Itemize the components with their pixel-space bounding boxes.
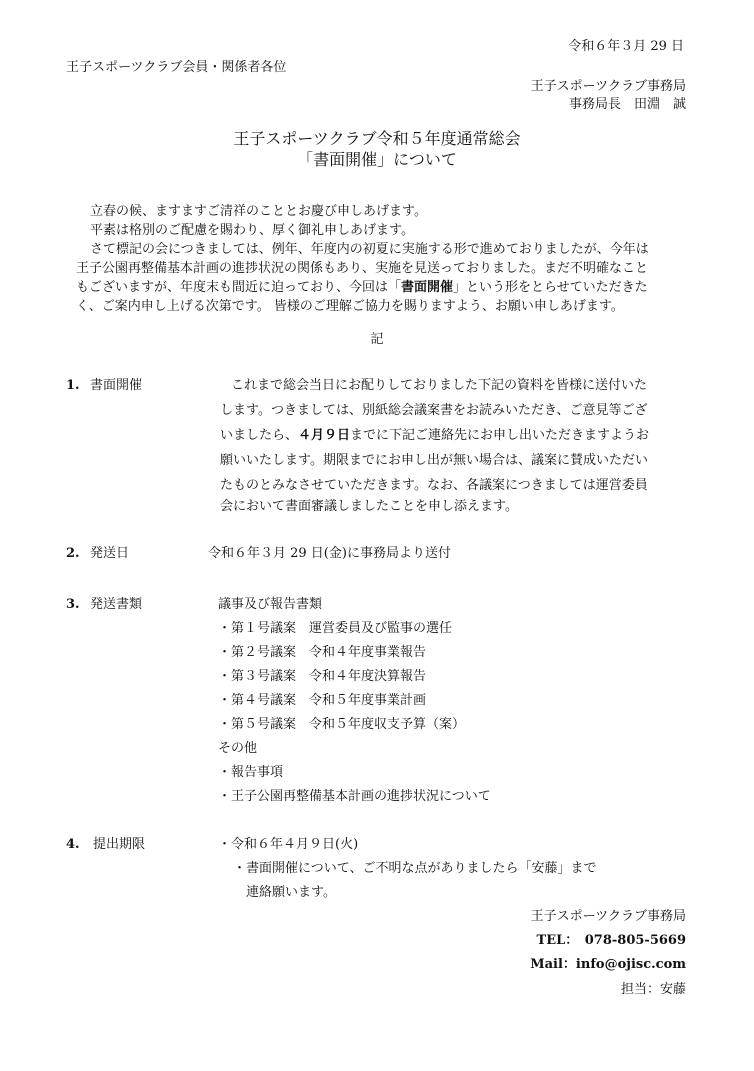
document-item: ・第４号議案 令和５年度事業計画 <box>218 693 427 708</box>
contact-tel: TEL： 078-805-5669 <box>536 933 686 948</box>
section-1-number: 1. <box>66 378 80 393</box>
section-2-label: 発送日 <box>90 546 130 561</box>
contact-person: 担当：安藤 <box>620 982 686 997</box>
addressee: 王子スポーツクラブ会員・関係者各位 <box>66 60 287 75</box>
document-item: ・第３号議案 令和４年度決算報告 <box>218 669 427 684</box>
intro-line-5-start: もございますが、年度末も間近に迫っており、今回は「 <box>76 280 402 295</box>
intro-line-2: 平素は格別のご配慮を賜わり、厚く御礼申しあげます。 <box>90 223 414 238</box>
intro-bold-shomen-kaisai: 書面開催 <box>401 280 454 295</box>
section-4-number: 4. <box>66 837 80 852</box>
section-1-line-3 <box>220 429 649 442</box>
document-date: 令和６年３月 29 日 <box>568 39 684 54</box>
section-1-line-3-start: いましたら、 <box>220 428 299 443</box>
submission-deadline: ・令和６年４月９日(火) <box>218 837 359 852</box>
other-item: ・王子公園再整備基本計画の進捗状況について <box>218 789 491 804</box>
document-item: ・第１号議案 運営委員及び監事の選任 <box>218 621 453 636</box>
section-1-line-1: これまで総会当日にお配りしておりました下記の資料を皆様に送付いた <box>231 378 648 393</box>
section-4-note-line-1: ・書面開催について、ご不明な点がありましたら「安藤」まで <box>233 861 597 876</box>
intro-line-5 <box>76 281 648 294</box>
section-1-line-4: 願いいたします。期限までにお申し出が無い場合は、議案に賛成いただい <box>220 453 648 468</box>
section-3-label: 発送書類 <box>90 597 143 612</box>
intro-line-4: 王子公園再整備基本計画の進捗状況の関係もあり、実施を見送っておりました。まだ不明確なこと <box>76 261 649 276</box>
sender-name: 事務局長 田淵 誠 <box>568 97 686 112</box>
section-2-text: 令和６年３月 29 日(金)に事務局より送付 <box>208 546 451 561</box>
section-3-heading: 議事及び報告書類 <box>218 597 323 612</box>
section-1-line-6: 会において書面審議しましたことを申し添えます。 <box>220 499 518 514</box>
section-1-label: 書面開催 <box>90 378 143 393</box>
document-item: ・第５号議案 令和５年度収支予算（案） <box>218 717 466 732</box>
section-1-line-2: します。つきましては、別紙総会議案書をお読みいただき、ご意見等ござ <box>220 403 648 418</box>
section-1-line-5: たものとみなさせていただきます。なお、各議案につきましては運営委員 <box>220 478 648 493</box>
sender-org: 王子スポーツクラブ事務局 <box>530 79 686 94</box>
ki-heading: 記 <box>370 332 384 347</box>
other-item: ・報告事項 <box>218 765 284 780</box>
section-3-other-heading: その他 <box>218 741 258 756</box>
section-2-number: 2. <box>66 546 80 561</box>
document-title: 王子スポーツクラブ令和５年度通常総会 <box>233 129 521 148</box>
section-4-note-line-2: 連絡願います。 <box>246 885 336 900</box>
section-3-number: 3. <box>66 597 80 612</box>
section-1-line-3-end: までに下記ご連絡先にお申し出いただきますようお <box>350 428 650 443</box>
contact-org: 王子スポーツクラブ事務局 <box>530 909 686 924</box>
intro-line-1: 立春の候、ますますご清祥のこととお慶び申しあげます。 <box>90 204 427 219</box>
document-item: ・第２号議案 令和４年度事業報告 <box>218 645 427 660</box>
contact-mail: Mail：info@ojisc.com <box>530 957 686 972</box>
section-4-label: 提出期限 <box>93 837 146 852</box>
intro-line-3: さて標記の会につきましては、例年、年度内の初夏に実施する形で進めておりましたが、今年は <box>90 242 649 257</box>
intro-line-5-end: 」という形をとらせていただきた <box>453 280 648 295</box>
document-subtitle: 「書面開催」について <box>297 150 457 169</box>
section-1-deadline-bold: ４月９日 <box>298 428 351 443</box>
intro-line-6: く、ご案内申し上げる次第です。 皆様のご理解ご協力を賜りますよう、お願い申しあげます。 <box>76 299 624 314</box>
